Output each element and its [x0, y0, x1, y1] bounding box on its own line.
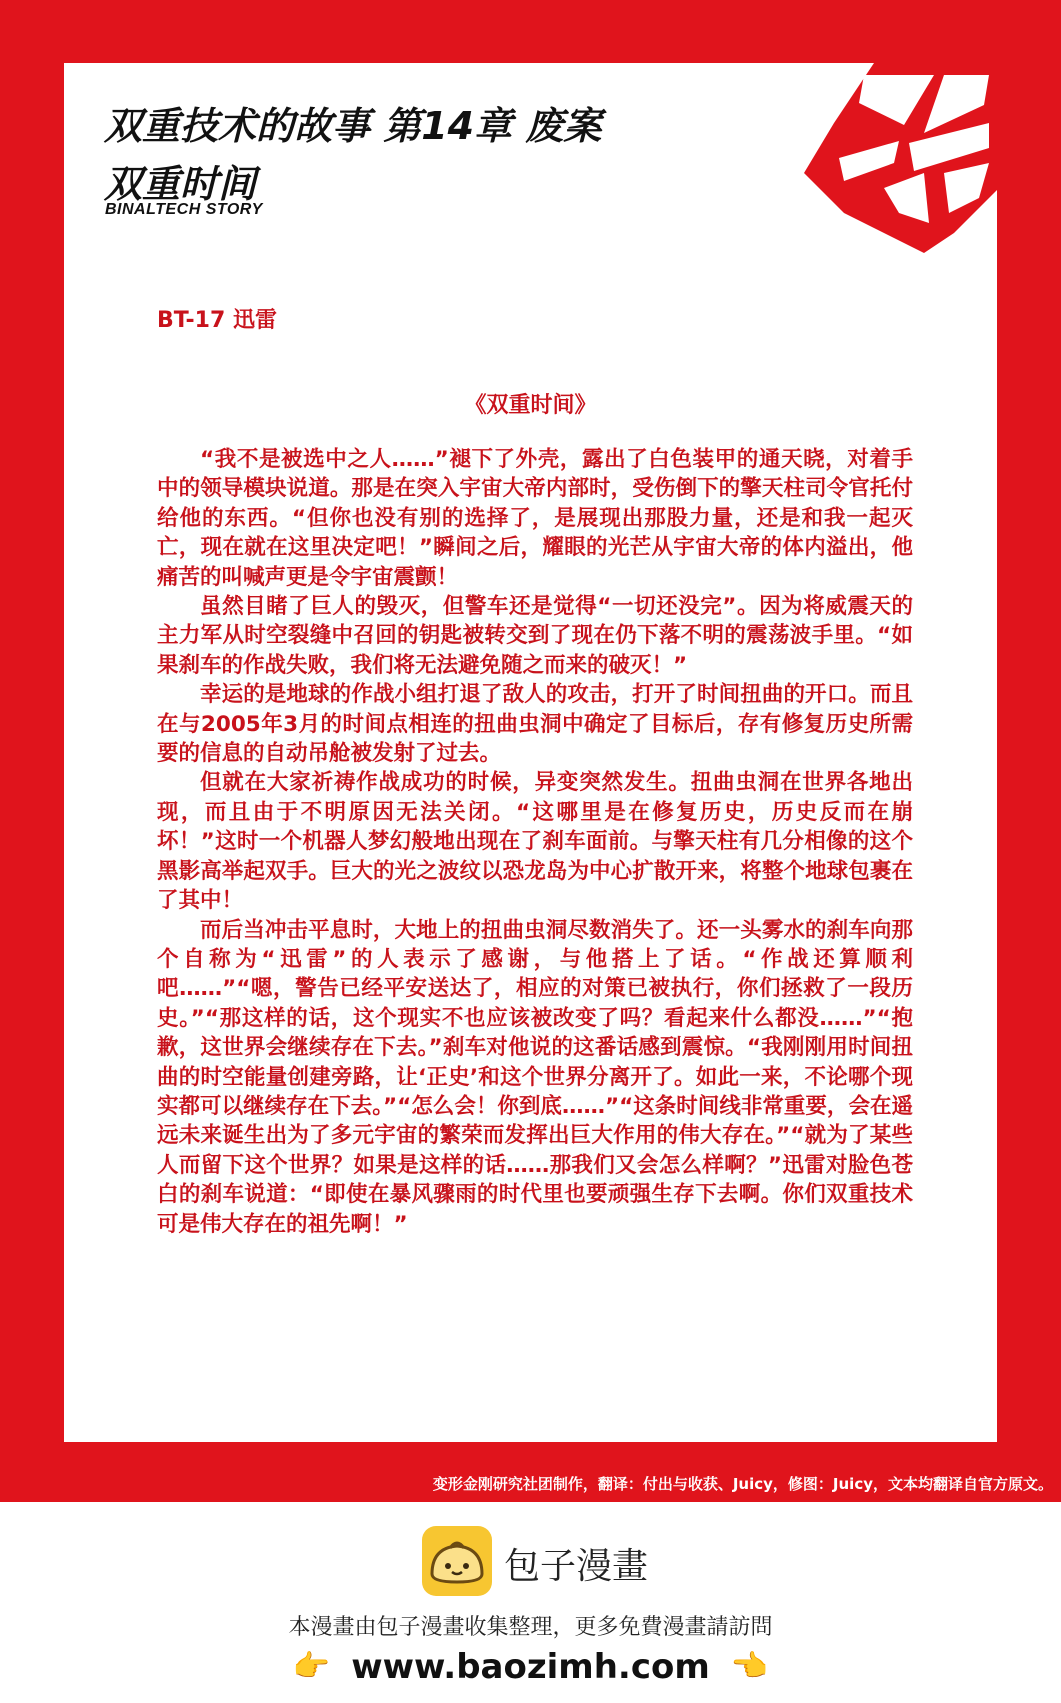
page-content	[64, 63, 997, 1442]
footer-url-link[interactable]: www.baozimh.com	[351, 1647, 710, 1687]
page-title	[104, 97, 601, 213]
story-paragraph: 而后当冲击平息时，大地上的扭曲虫洞尽数消失了。还一头雾水的刹车向那个自称为“迅雷”的人表示了感谢，与他搭上了话。“作战还算顺利吧……”“嗯，警告已经平安送达了，相应的对策已被执行，你们拯救了一段历史。”“那这样的话，这个现实不也应该被改变了吗？看起来什么都没……”“抱歉，这世界会继续存在下去。”刹车对他说的这番话感到震惊。“我刚刚用时间扭曲的时空能量创建旁路，让‘正史’和这个世界分离开了。如此一来，不论哪个现实都可以继续存在下去。”“怎么会！你到底……”“这条时间线非常重要，会在遥远未来诞生出为了多元宇宙的繁荣而发挥出巨大作用的伟大存在。”“就为了某些人而留下这个世界？如果是这样的话……那我们又会怎么样啊？”迅雷对脸色苍白的刹车说道：“即使在暴风骤雨的时代里也要顽强生存下去啊。你们双重技术可是伟大存在的祖先啊！”	[157, 917, 913, 1237]
story-paragraph: “我不是被选中之人……”褪下了外壳，露出了白色装甲的通天晓，对着手中的领导模块说道。那是在突入宇宙大帝内部时，受伤倒下的擎天柱司令官托付给他的东西。“但你也没有别的选择了，是展现出那股力量，还是和我一起灭亡，现在就在这里决定吧！”瞬间之后，耀眼的光芒从宇宙大帝的体内溢出，他痛苦的叫喊声更是令宇宙震颤！	[157, 447, 913, 590]
subtitle: BINALTECH STORY	[105, 201, 263, 218]
title-line-2: 双重时间	[104, 162, 257, 206]
model-heading: BT-17 迅雷	[157, 308, 277, 333]
story-body	[157, 445, 913, 1239]
baozi-bun-icon	[422, 1526, 492, 1596]
story-title: 《双重时间》	[464, 393, 597, 418]
credits-text: 变形金刚研究社团制作，翻译：付出与收获、Juicy，修图：Juicy，文本均翻译自官方原文。	[432, 1475, 1053, 1493]
footer-brand[interactable]	[422, 1526, 722, 1596]
story-paragraph: 虽然目睹了巨人的毁灭，但警车还是觉得“一切还没完”。因为将威震天的主力军从时空裂缝中召回的钥匙被转交到了现在仍下落不明的震荡波手里。“如果刹车的作战失败，我们将无法避免随之而来的破灭！”	[157, 594, 913, 678]
footer-url-row	[0, 1647, 1061, 1687]
story-paragraph: 但就在大家祈祷作战成功的时候，异变突然发生。扭曲虫洞在世界各地出现，而且由于不明原因无法关闭。“这哪里是在修复历史，历史反而在崩坏！”这时一个机器人梦幻般地出现在了刹车面前。与擎天柱有几分相像的这个黑影高举起双手。巨大的光之波纹以恐龙岛为中心扩散开来，将整个地球包裹在了其中！	[157, 770, 913, 914]
footer-note: 本漫畫由包子漫畫收集整理，更多免費漫畫請訪問	[288, 1615, 773, 1640]
brand-name: 包子漫畫	[504, 1546, 649, 1587]
title-line-1: 双重技术的故事 第14章 废案	[104, 104, 602, 148]
story-paragraph: 幸运的是地球的作战小组打退了敌人的攻击，打开了时间扭曲的开口。而且在与2005年3月的时间点相连的扭曲虫洞中确定了目标后，存有修复历史所需要的信息的自动吊舱被发射了过去。	[157, 682, 913, 767]
pointing-left-hand-icon: 👈	[730, 1649, 769, 1684]
pointing-right-hand-icon: 👉	[292, 1649, 331, 1684]
autobot-insignia-icon	[804, 63, 997, 253]
